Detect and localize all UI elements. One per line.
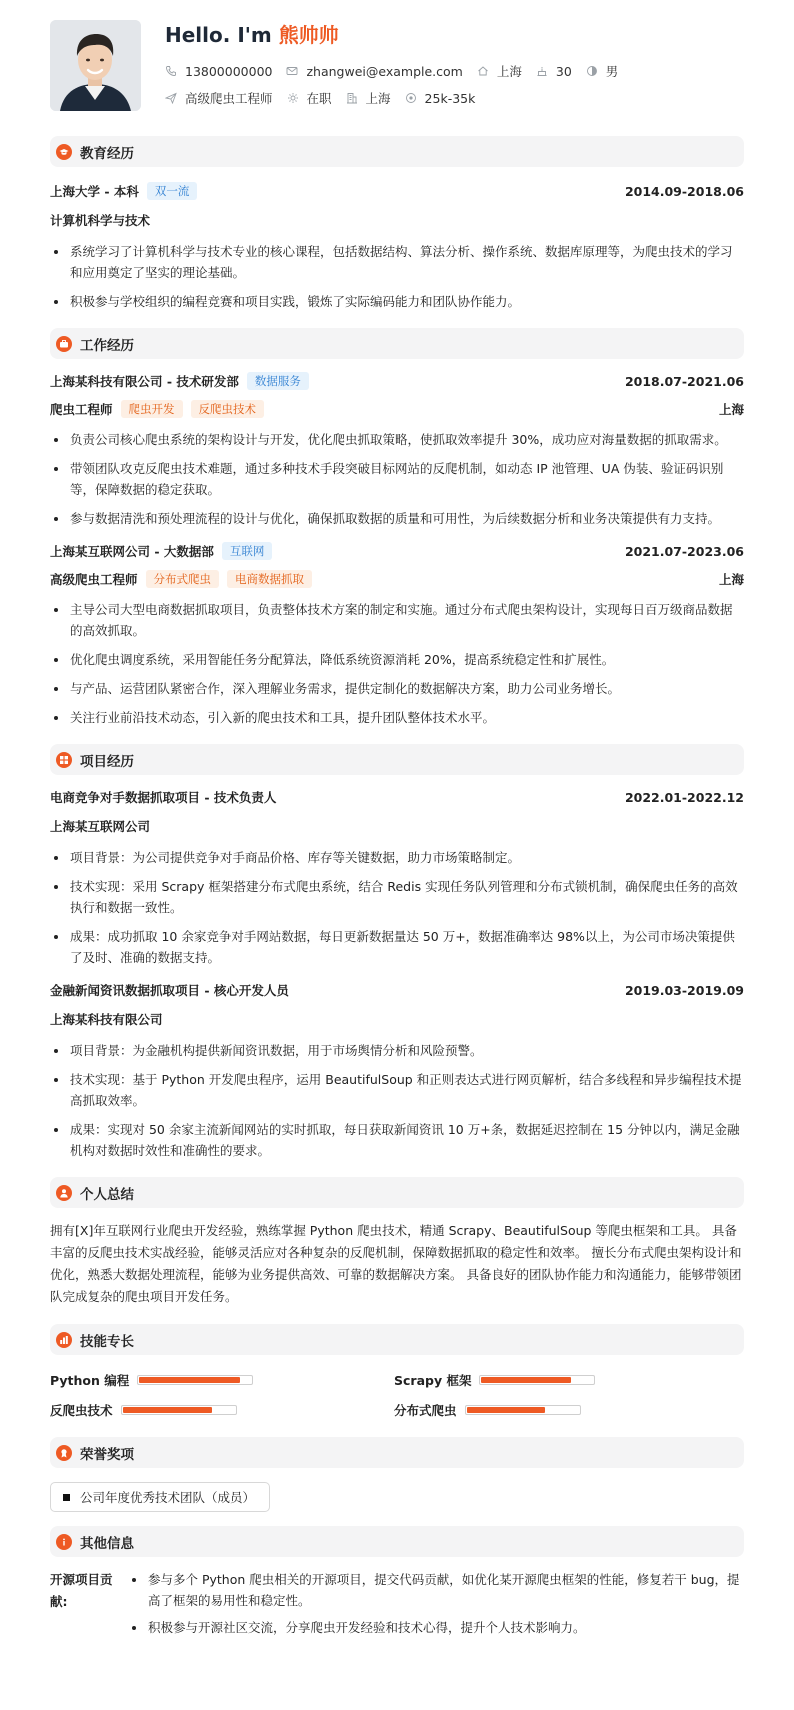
age-item: [536, 64, 572, 79]
award-icon: [56, 1445, 72, 1461]
skill-name: Scrapy 框架: [394, 1373, 472, 1388]
job-row: [165, 89, 632, 107]
project-row: [50, 787, 744, 807]
section-honors: [50, 1437, 744, 1468]
job-city: 上海: [718, 572, 744, 587]
section-title: 工作经历: [80, 337, 134, 354]
skill-item: [50, 1399, 374, 1421]
list-item: 成果：实现对 50 余家主流新闻网站的实时抓取，每日获取新闻资讯 10 万+条，数据延迟控制在 15 分钟以内，满足金融机构对数据时效性和准确性的要求。: [50, 1119, 744, 1161]
job-entry: [50, 541, 744, 728]
job-role-row: [50, 569, 744, 589]
skill-bar-fill: [139, 1377, 240, 1383]
education-period: 2014.09-2018.06: [624, 183, 744, 199]
section-title: 教育经历: [80, 145, 134, 162]
list-item: 成果：成功抓取 10 余家竞争对手网站数据，每日更新数据量达 50 万+，数据准确率达 98%以上，为公司市场决策提供了及时、准确的数据支持。: [50, 926, 744, 968]
contact-row: [165, 62, 632, 80]
section-education: [50, 136, 744, 167]
job-period: 2021.07-2023.06: [624, 543, 744, 559]
education-entry: [50, 181, 744, 312]
gender-icon: [586, 65, 598, 77]
skill-name: Python 编程: [50, 1373, 130, 1388]
salary-text: 25k-35k: [424, 90, 476, 106]
project-period: 2019.03-2019.09: [624, 982, 744, 998]
section-work: [50, 328, 744, 359]
section-projects: [50, 744, 744, 775]
section-title: 项目经历: [80, 753, 134, 770]
company-tag: 互联网: [222, 542, 273, 560]
skills-grid: [50, 1369, 744, 1421]
resume-header: [50, 20, 744, 116]
user-icon: [56, 1185, 72, 1201]
email-text: zhangwei@example.com: [306, 63, 463, 79]
phone-text: 13800000000: [185, 63, 273, 79]
status-item: [287, 89, 332, 107]
project-entry: [50, 787, 744, 968]
building-icon: [346, 92, 358, 104]
cake-icon: [536, 65, 548, 77]
location-text: 上海: [496, 64, 522, 79]
location-item: [477, 62, 522, 80]
briefcase-icon: [56, 336, 72, 352]
skill-tag: 反爬虫技术: [191, 400, 265, 418]
email-item: [286, 64, 462, 79]
job-city: 上海: [718, 402, 744, 417]
skill-tag: 电商数据抓取: [227, 570, 312, 588]
skill-name: 分布式爬虫: [394, 1403, 457, 1418]
list-item: 与产品、运营团队紧密合作，深入理解业务需求，提供定制化的数据解决方案，助力公司业务增长。: [50, 678, 744, 699]
skill-name: 反爬虫技术: [50, 1403, 113, 1418]
project-name: 金融新闻资讯数据抓取项目 - 核心开发人员: [50, 983, 289, 998]
project-company: 上海某科技有限公司: [50, 1012, 163, 1027]
age-text: 30: [555, 63, 572, 79]
other-key: 开源项目贡献:: [50, 1572, 113, 1609]
salary-item: [405, 91, 476, 106]
list-item: 项目背景：为金融机构提供新闻资讯数据，用于市场舆情分析和风险预警。: [50, 1040, 744, 1061]
list-item: 技术实现：基于 Python 开发爬虫程序，运用 BeautifulSoup 和正则表达式进行网页解析，结合多线程和异步编程技术提高抓取效率。: [50, 1069, 744, 1111]
skill-bar-fill: [123, 1407, 213, 1413]
info-icon: [56, 1534, 72, 1550]
other-list: [126, 1569, 744, 1644]
honor-text: 公司年度优秀技术团队（成员）: [80, 1490, 256, 1505]
target-icon: [405, 92, 417, 104]
project-company: 上海某互联网公司: [50, 819, 151, 834]
list-item: 项目背景：为公司提供竞争对手商品价格、库存等关键数据，助力市场策略制定。: [50, 847, 744, 868]
candidate-name: 熊帅帅: [278, 23, 339, 47]
job-role-row: [50, 399, 744, 419]
position-item: [165, 89, 273, 107]
mail-icon: [286, 65, 298, 77]
job-entry: [50, 371, 744, 529]
job-company-row: [50, 371, 744, 391]
avatar: [50, 20, 141, 111]
skill-item: [50, 1369, 374, 1391]
skill-item: [394, 1399, 718, 1421]
list-item: 积极参与开源社区交流，分享爬虫开发经验和技术心得，提升个人技术影响力。: [126, 1617, 744, 1638]
section-skills: [50, 1324, 744, 1355]
section-summary: [50, 1177, 744, 1208]
phone-item: [165, 64, 272, 79]
company-name: 上海某互联网公司 - 大数据部: [50, 544, 214, 559]
skill-bar: [121, 1405, 237, 1415]
section-title: 个人总结: [80, 1186, 134, 1203]
header-info: [165, 20, 632, 116]
list-item: 负责公司核心爬虫系统的架构设计与开发，优化爬虫抓取策略，使抓取效率提升 30%，成功应对海量数据的抓取需求。: [50, 429, 744, 450]
project-period: 2022.01-2022.12: [624, 789, 744, 805]
school-name: 上海大学 - 本科: [50, 184, 139, 199]
job-period: 2018.07-2021.06: [624, 373, 744, 389]
list-item: 系统学习了计算机科学与技术专业的核心课程，包括数据结构、算法分析、操作系统、数据库原理等，为爬虫技术的学习和应用奠定了坚实的理论基础。: [50, 241, 744, 283]
job-company-row: [50, 541, 744, 561]
job-list: [50, 599, 744, 728]
job-list: [50, 429, 744, 529]
skill-bar: [465, 1405, 581, 1415]
education-list: [50, 241, 744, 312]
job-role: 爬虫工程师: [50, 402, 113, 417]
list-item: 关注行业前沿技术动态，引入新的爬虫技术和工具，提升团队整体技术水平。: [50, 707, 744, 728]
skill-bar-fill: [481, 1377, 571, 1383]
grid-icon: [56, 752, 72, 768]
company-tag: 数据服务: [247, 372, 309, 390]
project-list: [50, 847, 744, 968]
education-row: [50, 181, 744, 201]
chart-icon: [56, 1332, 72, 1348]
project-entry: [50, 980, 744, 1161]
gender-item: [586, 62, 619, 80]
skill-bar: [479, 1375, 595, 1385]
gender-text: 男: [605, 64, 619, 79]
greeting-text: Hello. I'm: [165, 23, 272, 47]
status-text: 在职: [306, 91, 332, 106]
list-item: 参与数据清洗和预处理流程的设计与优化，确保抓取数据的质量和可用性，为后续数据分析和业务决策提供有力支持。: [50, 508, 744, 529]
skill-item: [394, 1369, 718, 1391]
skill-bar-fill: [467, 1407, 545, 1413]
major: 计算机科学与技术: [50, 213, 151, 228]
graduation-cap-icon: [56, 144, 72, 160]
section-title: 其他信息: [80, 1535, 134, 1552]
project-row: [50, 980, 744, 1000]
phone-icon: [165, 65, 177, 77]
section-title: 技能专长: [80, 1333, 134, 1350]
job-role: 高级爬虫工程师: [50, 572, 138, 587]
project-list: [50, 1040, 744, 1161]
city-item: [346, 89, 391, 107]
list-item: 带领团队攻克反爬虫技术难题，通过多种技术手段突破目标网站的反爬机制，如动态 IP 池管理、UA 伪装、验证码识别等，保障数据的稳定获取。: [50, 458, 744, 500]
list-item: 技术实现：采用 Scrapy 框架搭建分布式爬虫系统，结合 Redis 实现任务队列管理和分布式锁机制，确保爬虫任务的高效执行和数据一致性。: [50, 876, 744, 918]
school-tag: 双一流: [147, 182, 198, 200]
skill-tag: 爬虫开发: [121, 400, 183, 418]
section-title: 荣誉奖项: [80, 1446, 134, 1463]
square-bullet-icon: [63, 1494, 70, 1501]
skill-bar: [137, 1375, 253, 1385]
gear-icon: [287, 92, 299, 104]
summary-text: 拥有[X]年互联网行业爬虫开发经验，熟练掌握 Python 爬虫技术，精通 Scrapy、BeautifulSoup 等爬虫框架和工具。 具备丰富的反爬虫技术实战经验，能够灵活应对各种复杂的反爬机制，保障数据抓取的稳定性和效率。 擅长分布式爬虫架构设计和优化，熟悉大数据处理流程，能够为业务提供高效、可靠的数据解决方案。 具备良好的团队协作能力和沟通能力，能够带领团队完成复杂的爬虫项目开发任务。: [50, 1223, 742, 1304]
position-text: 高级爬虫工程师: [185, 91, 273, 106]
project-name: 电商竞争对手数据抓取项目 - 技术负责人: [50, 790, 277, 805]
other-info: [50, 1569, 744, 1644]
section-other: [50, 1526, 744, 1557]
list-item: 积极参与学校组织的编程竞赛和项目实践，锻炼了实际编码能力和团队协作能力。: [50, 291, 744, 312]
city-text: 上海: [365, 91, 391, 106]
list-item: 参与多个 Python 爬虫相关的开源项目，提交代码贡献，如优化某开源爬虫框架的性能，修复若干 bug，提高了框架的易用性和稳定性。: [126, 1569, 744, 1611]
greeting: [165, 20, 632, 50]
list-item: 主导公司大型电商数据抓取项目，负责整体技术方案的制定和实施。通过分布式爬虫架构设计，实现每日百万级商品数据的高效抓取。: [50, 599, 744, 641]
company-name: 上海某科技有限公司 - 技术研发部: [50, 374, 239, 389]
skill-tag: 分布式爬虫: [146, 570, 220, 588]
honor-item: [50, 1482, 270, 1512]
list-item: 优化爬虫调度系统，采用智能任务分配算法，降低系统资源消耗 20%，提高系统稳定性和扩展性。: [50, 649, 744, 670]
home-icon: [477, 65, 489, 77]
send-icon: [165, 92, 177, 104]
